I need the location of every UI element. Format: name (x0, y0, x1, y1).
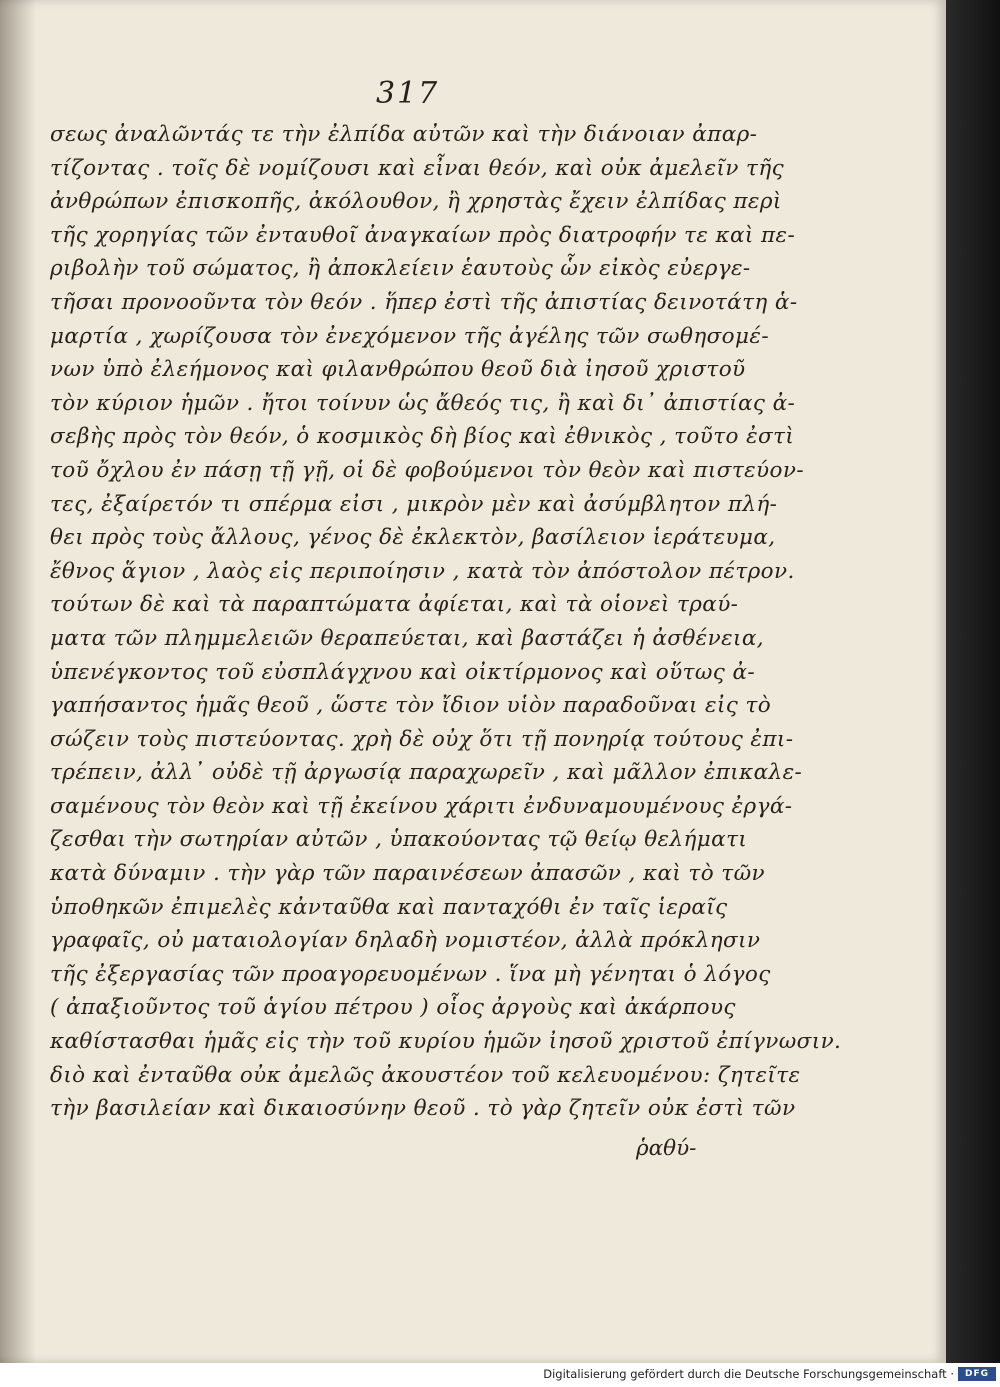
catchword: ῥαθύ- (636, 1136, 697, 1161)
text-line: τες, ἐξαίρετόν τι σπέρμα εἰσι , μικρὸν μὲν καὶ ἀσύμβλητον πλή- (50, 491, 778, 517)
text-line: σεως ἀναλῶντάς τε τὴν ἐλπίδα αὐτῶν καὶ τὴν διάνοιαν ἀπαρ- (50, 122, 758, 147)
text-line: τῆς χορηγίας τῶν ἐνταυθοῖ ἀναγκαίων πρὸς διατροφήν τε καὶ πε- (50, 222, 796, 248)
text-line: ζεσθαι τὴν σωτηρίαν αὐτῶν , ὑπακούοντας τῷ θείῳ θελήματι (50, 827, 748, 853)
text-line: ἀνθρώπων ἐπισκοπῆς, ἀκόλουθον, ἢ χρηστὰς ἔχειν ἐλπίδας περὶ (50, 189, 782, 215)
text-line: ριβολὴν τοῦ σώματος, ἢ ἀποκλείειν ἑαυτοὺς ὧν εἰκὸς εὐεργε- (50, 256, 751, 282)
page-edge (946, 0, 1000, 1363)
text-line: σώζειν τοὺς πιστεύοντας. χρὴ δὲ οὐχ ὅτι τῇ πονηρίᾳ τούτους ἐπι- (50, 726, 794, 752)
text-line: ἔθνος ἅγιον , λαὸς εἰς περιποίησιν , κατὰ τὸν ἀπόστολον πέτρον. (50, 558, 795, 584)
text-line: ματα τῶν πλημμελειῶν θεραπεύεται, καὶ βαστάζει ἡ ἀσθένεια, (50, 625, 765, 651)
text-line: μαρτία , χωρίζουσα τὸν ἐνεχόμενον τῆς ἀγέλης τῶν σωθησομέ- (50, 323, 769, 349)
text-line: τοῦ ὄχλου ἐν πάσῃ τῇ γῇ, οἱ δὲ φοβούμενοι τὸν θεὸν καὶ πιστεύον- (50, 457, 805, 483)
text-line: τῆσαι προνοοῦντα τὸν θεόν . ἥπερ ἐστὶ τῆς ἀπιστίας δεινοτάτη ἁ- (50, 289, 798, 315)
text-line: τίζοντας . τοῖς δὲ νομίζουσι καὶ εἶναι θεόν, καὶ οὐκ ἀμελεῖν τῆς (50, 155, 785, 181)
text-line: ὑποθηκῶν ἐπιμελὲς κἀνταῦθα καὶ πανταχόθι ἐν ταῖς ἱεραῖς (50, 894, 728, 920)
text-line: σαμένους τὸν θεὸν καὶ τῇ ἐκείνου χάριτι ἐνδυναμουμένους ἐργά- (50, 793, 793, 819)
text-line: τῆς ἐξεργασίας τῶν προαγορευομένων . ἵνα μὴ γένηται ὁ λόγος (50, 961, 771, 987)
funding-note: Digitalisierung gefördert durch die Deutsche Forschungsgemeinschaft · (543, 1367, 954, 1381)
text-line: ( ἀπαξιοῦντος τοῦ ἁγίου πέτρου ) οἷος ἀργοὺς καὶ ἀκάρπους (50, 995, 736, 1021)
text-line: νων ὑπὸ ἐλεήμονος καὶ φιλανθρώπου θεοῦ διὰ ἰησοῦ χριστοῦ (50, 357, 746, 383)
text-line: τρέπειν, ἀλλ᾽ οὐδὲ τῇ ἀργωσίᾳ παραχωρεῖν , καὶ μᾶλλον ἐπικαλε- (50, 760, 803, 786)
text-line: σεβὴς πρὸς τὸν θεόν, ὁ κοσμικὸς δὴ βίος καὶ ἐθνικὸς , τοῦτο ἐστὶ (50, 424, 795, 450)
text-line: ὑπενέγκοντος τοῦ εὐσπλάγχνου καὶ οἰκτίρμονος καὶ οὕτως ἀ- (50, 659, 756, 685)
text-line: κατὰ δύναμιν . τὴν γὰρ τῶν παραινέσεων ἀπασῶν , καὶ τὸ τῶν (50, 861, 765, 887)
text-line: καθίστασθαι ἡμᾶς εἰς τὴν τοῦ κυρίου ἡμῶν ἰησοῦ χριστοῦ ἐπίγνωσιν. (50, 1029, 842, 1055)
text-line: τούτων δὲ καὶ τὰ παραπτώματα ἀφίεται, καὶ τὰ οἱονεὶ τραύ- (50, 592, 739, 618)
text-body (50, 118, 842, 1126)
text-line: θει πρὸς τοὺς ἄλλους, γένος δὲ ἐκλεκτὸν, βασίλειον ἱεράτευμα, (50, 525, 776, 551)
dfg-logo: DFG (958, 1367, 996, 1381)
text-line: τὸν κύριον ἡμῶν . ἤτοι τοίνυν ὡς ἄθεός τις, ἢ καὶ δι᾽ ἀπιστίας ἀ- (50, 390, 796, 416)
gutter-shadow (0, 0, 36, 1363)
page-number: 317 (376, 76, 440, 111)
text-line: διὸ καὶ ἐνταῦθα οὐκ ἀμελῶς ἀκουστέον τοῦ κελευομένου: ζητεῖτε (50, 1062, 801, 1088)
text-line: γαπήσαντος ἡμᾶς θεοῦ , ὥστε τὸν ἴδιον υἱὸν παραδοῦναι εἰς τὸ (50, 693, 772, 719)
text-line: τὴν βασιλείαν καὶ δικαιοσύνην θεοῦ . τὸ γὰρ ζητεῖν οὐκ ἐστὶ τῶν (50, 1096, 796, 1122)
text-line: γραφαῖς, οὐ ματαιολογίαν δηλαδὴ νομιστέον, ἀλλὰ πρόκλησιν (50, 928, 761, 954)
